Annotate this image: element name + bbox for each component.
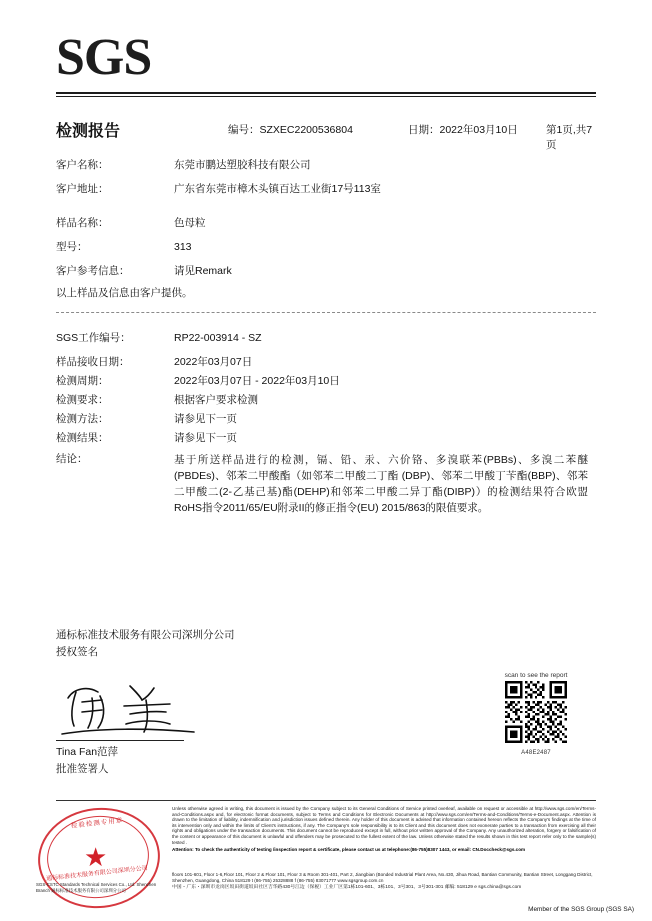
stamp-top-text: 检验检测专用章 <box>70 817 124 830</box>
header-rule-thick <box>56 92 596 94</box>
sample-ref-label: 客户参考信息： <box>56 265 130 277</box>
customer-address-value: 广东省东莞市樟木头镇百达工业街17号113室 <box>174 183 381 195</box>
handwritten-signature <box>58 678 208 740</box>
signature-authorized-label: 授权签名 <box>56 646 98 658</box>
test-period-value: 2022年03月07日 - 2022年03月10日 <box>174 375 340 387</box>
page-counter: 第1页,共7页 <box>546 124 593 151</box>
footer-address-en <box>172 872 596 884</box>
page-title: 检测报告 <box>56 123 121 140</box>
customer-address-label: 客户地址： <box>56 183 109 195</box>
report-number: 编号：SZXEC2200536804 <box>228 124 353 136</box>
test-period-label: 检测周期： <box>56 375 109 387</box>
title-row <box>56 118 596 151</box>
test-requirement-value: 根据客户要求检测 <box>174 394 258 406</box>
footer-attention: Attention: To check the authenticity of testing /inspection report & certificate, please contact us at telephone:(86-755)8307 1443, or email: CN.Doccheck@sgs.com <box>172 847 526 853</box>
sample-ref-value: 请见Remark <box>174 265 232 277</box>
sample-name-value: 色母粒 <box>174 217 206 229</box>
conclusion-text: 基于所送样品进行的检测，镉、铅、汞、六价铬、多溴联苯(PBBs)、多溴二苯醚(PBDEs)、邻苯二甲酸酯（如邻苯二甲酸二丁酯 (DBP)、邻苯二甲酸丁苄酯(BBP)、邻苯二甲酸二(2-乙基己基)酯(DEHP)和邻苯二甲酸二异丁酯(DIBP)）的检测结果符合欧盟RoHS指令2011/65/EU附录II的修正指令(EU) 2015/863的限值要求。 <box>174 454 588 514</box>
conclusion-label: 结论： <box>56 453 88 465</box>
qr-caption: scan to see the report <box>504 672 568 679</box>
signature-name-block <box>56 744 118 778</box>
footer-address-contact: t (86-755) 25328888 f (86-755) 83071777 www.sgsgroup.com.cn <box>251 877 384 883</box>
job-no-value: RP22-003914 - SZ <box>174 332 262 344</box>
customer-name-value: 东莞市鹏达塑胶科技有限公司 <box>174 159 311 171</box>
qr-code-icon[interactable] <box>505 681 567 743</box>
signature-company: 通标标准技术服务有限公司深圳分公司 <box>56 629 235 641</box>
test-result-value: 请参见下一页 <box>174 432 237 444</box>
sample-model-value: 313 <box>174 241 192 253</box>
qr-block <box>503 672 569 756</box>
section-divider <box>56 312 596 313</box>
received-date-value: 2022年03月07日 <box>174 356 253 368</box>
sample-model-label: 型号： <box>56 241 88 253</box>
stamp-company-text: 通标标准技术服务有限公司深圳分公司 <box>45 865 149 883</box>
signatory-role: 批准签署人 <box>56 763 109 775</box>
sample-note: 以上样品及信息由客户提供。 <box>56 287 193 299</box>
signature-company-block <box>56 627 235 661</box>
test-requirement-label: 检测要求： <box>56 394 109 406</box>
test-method-value: 请参见下一页 <box>174 413 237 425</box>
signatory-name: Tina Fan范萍 <box>56 746 119 758</box>
report-date: 日期：2022年03月10日 <box>408 124 518 136</box>
qr-code-text: A48E2487 <box>521 750 551 756</box>
star-icon: ★ <box>84 842 108 872</box>
test-method-label: 检测方法： <box>56 413 109 425</box>
customer-name-label: 客户名称： <box>56 159 109 171</box>
footer-address-line: floors 101-601, Floor 1-6,Floor 101, Floor 2 & Floor 101, Floor 3 & Room 301-401, Part 2, Jiangbian (Bonded Industrial Plant Area, No.430, Jihua Road, Bantian Community, Bantian Street, Longgang District, Shenzhen, Guangdong, China 518129 <box>172 872 593 883</box>
job-no-label: SGS工作编号： <box>56 332 131 344</box>
sgs-logo <box>56 29 596 86</box>
sgs-logo-text: SGS <box>56 29 152 86</box>
signature-underline <box>56 740 184 741</box>
footer-disclaimer <box>172 806 596 853</box>
footer-company-label: SGS-CSTC Standards Technical Services Co., Ltd. Shenzhen Branch 通标标准技术服务有限公司深圳分公司 <box>36 882 157 893</box>
test-result-label: 检测结果： <box>56 432 109 444</box>
received-date-label: 样品接收日期： <box>56 356 130 368</box>
footer-address-cn: 中国・广东・深圳市龙岗区坂田街道坂田社区吉华路430号江边（保税）工业厂区第1栋101-601、3栋101、3号301、3号301-301 邮编: 518129 e sgs.china@sgs.com <box>172 885 522 890</box>
sample-name-label: 样品名称： <box>56 217 109 229</box>
footer-member-note: Member of the SGS Group (SGS SA) <box>528 906 634 913</box>
header-rule-thin <box>56 96 596 97</box>
footer-divider <box>56 800 596 801</box>
footer-disclaimer-text: Unless otherwise agreed in writing, this document is issued by the Company subject to its General Conditions of Service printed overleaf, available on request or accessible at http://www.sgs.com/en/Terms-and-Conditions.aspx and, for electronic format documents, subject to Terms and Conditions for Electronic Documents at http://www.sgs.com/en/Terms-and-Conditions/Terms-e-Document.aspx. Attention is drawn to the limitation of liability, indemnification and jurisdiction issues defined therein. Any holder of this document is advised that information contained hereon reflects the Company's findings at the time of its intervention only and within the limits of Client's instructions, if any. The Company's sole responsibility is to its Client and this document does not exonerate parties to a transaction from exercising all their rights and obligations under the transaction documents. This document cannot be reproduced except in full, without prior written approval of the Company. Any unauthorized alteration, forgery or falsification of the content or appearance of this document is unlawful and offenders may be prosecuted to the fullest extent of the law. Unless otherwise stated the results shown in this test report refer only to the sample(s) tested . <box>172 806 596 845</box>
